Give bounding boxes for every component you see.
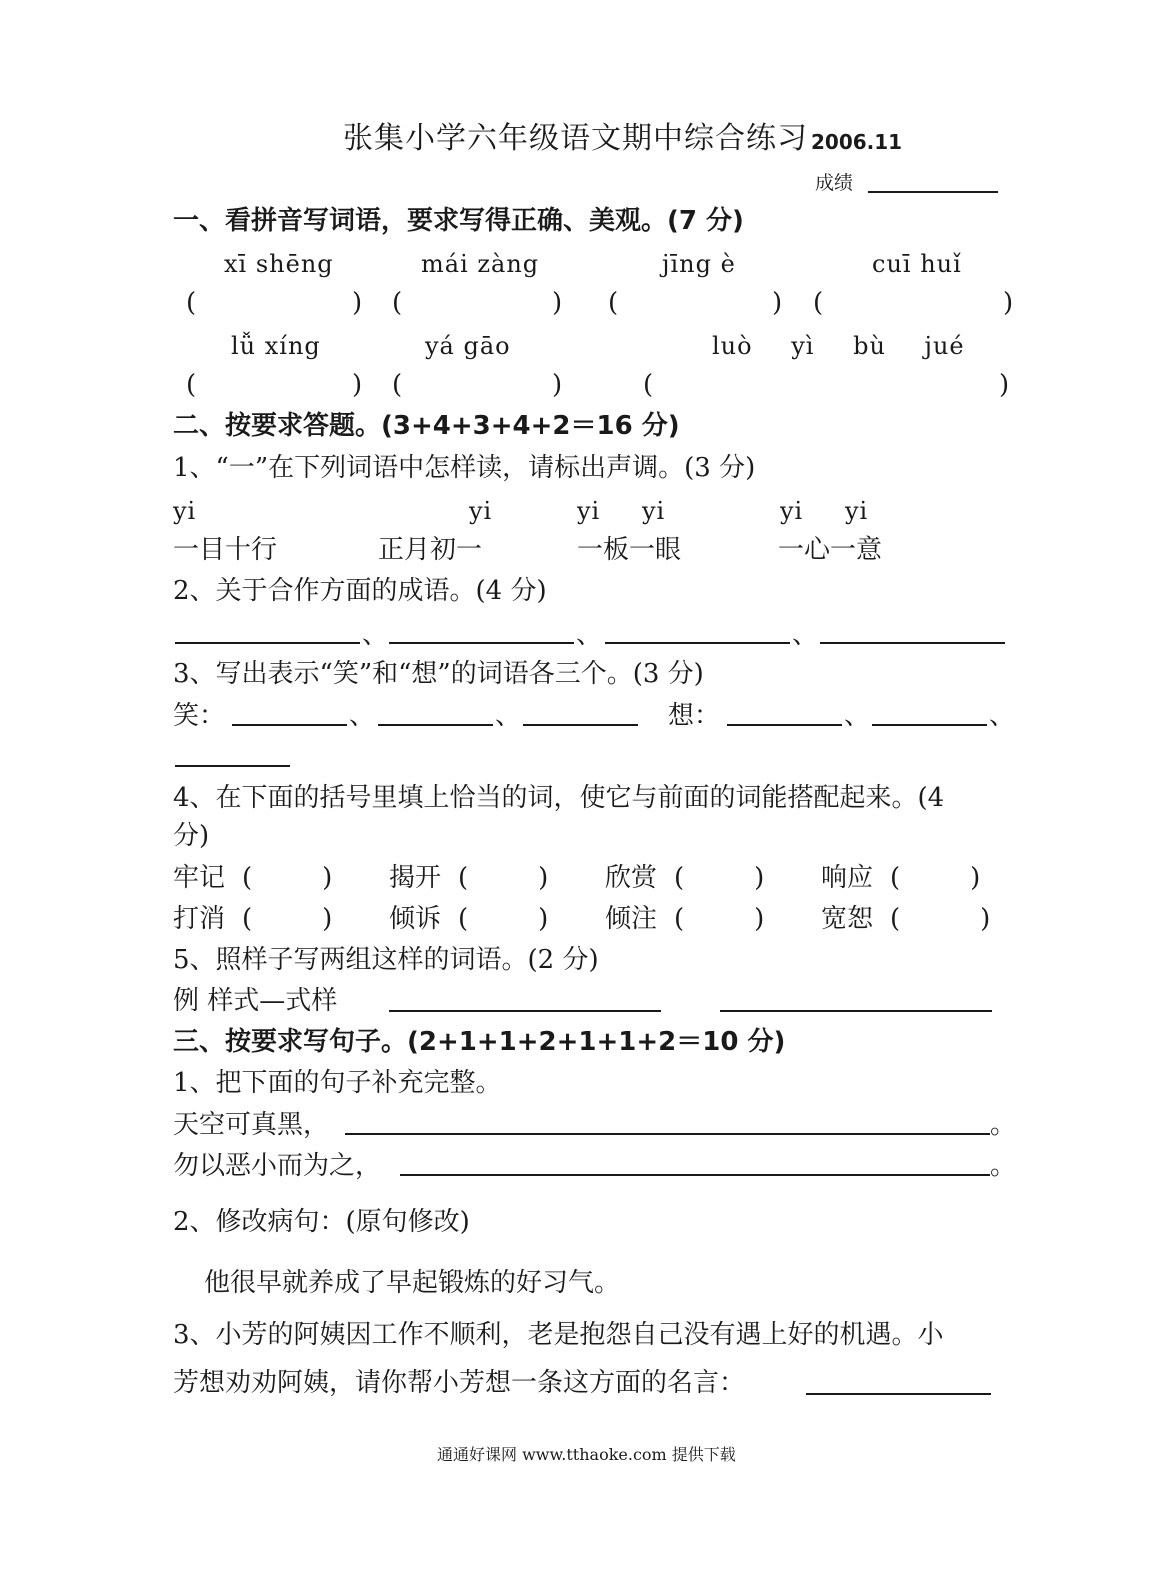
separator: 、 [989,701,1016,731]
q3-3-prompt-cont: 芳想劝劝阿姨，请你帮小芳想一条这方面的名言： [173,1368,746,1398]
pair-word: 揭开 [389,863,442,893]
answer-paren[interactable]: ( ) [242,863,333,893]
answer-paren[interactable]: ( ) [643,370,1010,400]
pair-word: 响应 [821,863,874,893]
q2-3-prompt: 3、写出表示“笑”和“想”的词语各三个。(3 分) [173,659,704,689]
tone-mark-slot[interactable]: yi [469,497,493,525]
answer-blank[interactable] [175,642,360,644]
answer-paren[interactable]: ( ) [674,904,765,934]
tone-mark-slot[interactable]: yi [642,497,666,525]
q3-3-prompt: 3、小芳的阿姨因工作不顺利，老是抱怨自己没有遇上好的机遇。小 [173,1320,944,1350]
pinyin-luoyibujue: luò yì bù jué [712,332,965,360]
answer-blank[interactable] [727,724,842,726]
pair-word: 牢记 [173,863,226,893]
answer-blank[interactable] [806,1393,991,1395]
section2-heading: 二、按要求答题。(3+4+3+4+2＝16 分) [173,411,680,441]
footer-text: 通通好课网 www.tthaoke.com 提供下载 [437,1445,736,1464]
separator: 、 [349,701,376,731]
answer-paren[interactable]: ( ) [890,863,981,893]
q2-4-prompt-cont: 分) [173,821,210,851]
section1-heading: 一、看拼音写词语，要求写得正确、美观。(7 分) [173,206,744,236]
pinyin-jinge: jīng è [662,250,736,278]
separator: 、 [792,620,819,650]
word-yimushihang: 一目十行 [173,535,278,565]
answer-blank[interactable] [820,642,1005,644]
q3-1-prompt: 1、把下面的句子补充完整。 [173,1068,502,1098]
answer-paren[interactable]: ( ) [674,863,765,893]
answer-blank[interactable] [872,724,987,726]
tone-mark-slot[interactable]: yi [577,497,601,525]
section3-heading: 三、按要求写句子。(2+1+1+2+1+1+2＝10 分) [173,1027,786,1057]
tone-mark-slot[interactable]: yi [780,497,804,525]
answer-paren[interactable]: ( ) [890,904,991,934]
q2-2-prompt: 2、关于合作方面的成语。(4 分) [173,576,547,606]
answer-blank[interactable] [232,724,347,726]
answer-blank[interactable] [605,642,790,644]
word-yixinyiyi: 一心一意 [778,535,883,565]
sentence-start: 天空可真黑， [173,1110,330,1140]
answer-blank[interactable] [400,1174,990,1176]
q2-1-prompt: 1、“一”在下列词语中怎样读，请标出声调。(3 分) [173,453,756,483]
answer-blank[interactable] [378,724,493,726]
separator: 、 [362,620,389,650]
answer-blank[interactable] [345,1133,990,1135]
answer-blank[interactable] [175,765,290,767]
sentence-end: 。 [990,1151,1017,1181]
page-title: 张集小学六年级语文期中综合练习 [343,121,808,156]
q3-2-prompt: 2、修改病句：(原句修改) [173,1207,470,1237]
answer-paren[interactable]: ( ) [392,370,563,400]
answer-paren[interactable]: ( ) [242,904,333,934]
pinyin-xisheng: xī shēng [224,250,334,278]
score-blank[interactable] [868,191,998,193]
pinyin-cuihui: cuī huǐ [872,250,962,278]
exam-date: 2006.11 [811,130,903,154]
answer-paren[interactable]: ( ) [392,288,563,318]
xiao-label: 笑： [173,701,226,731]
q2-4-prompt: 4、在下面的括号里填上恰当的词，使它与前面的词能搭配起来。(4 [173,783,945,813]
answer-blank[interactable] [523,724,638,726]
faulty-sentence: 他很早就养成了早起锻炼的好习气。 [204,1268,621,1298]
answer-blank[interactable] [389,1010,661,1012]
separator: 、 [495,701,522,731]
answer-paren[interactable]: ( ) [186,288,363,318]
q2-5-prompt: 5、照样子写两组这样的词语。(2 分) [173,945,599,975]
separator: 、 [844,701,871,731]
pair-word: 倾注 [605,904,658,934]
pinyin-maizang: mái zàng [421,250,540,278]
answer-blank[interactable] [720,1010,992,1012]
pinyin-yagao: yá gāo [425,332,511,360]
sentence-start: 勿以恶小而为之， [173,1151,382,1181]
pair-word: 欣赏 [605,863,658,893]
xiang-label: 想： [668,701,721,731]
answer-paren[interactable]: ( ) [608,288,783,318]
answer-paren[interactable]: ( ) [186,370,363,400]
pinyin-lvxing: lǚ xíng [231,332,321,360]
sentence-end: 。 [990,1110,1017,1140]
pair-word: 宽恕 [821,904,874,934]
separator: 、 [576,620,603,650]
word-yibanyiyan: 一板一眼 [577,535,682,565]
pair-word: 打消 [173,904,226,934]
tone-mark-slot[interactable]: yi [173,497,197,525]
answer-paren[interactable]: ( ) [458,904,549,934]
tone-mark-slot[interactable]: yi [845,497,869,525]
answer-paren[interactable]: ( ) [813,288,1014,318]
score-label: 成绩 [815,172,854,194]
pair-word: 倾诉 [389,904,442,934]
word-zhengyuechuyi: 正月初一 [378,535,483,565]
answer-blank[interactable] [389,642,574,644]
answer-paren[interactable]: ( ) [458,863,549,893]
example-text: 例 样式—式样 [173,986,338,1016]
